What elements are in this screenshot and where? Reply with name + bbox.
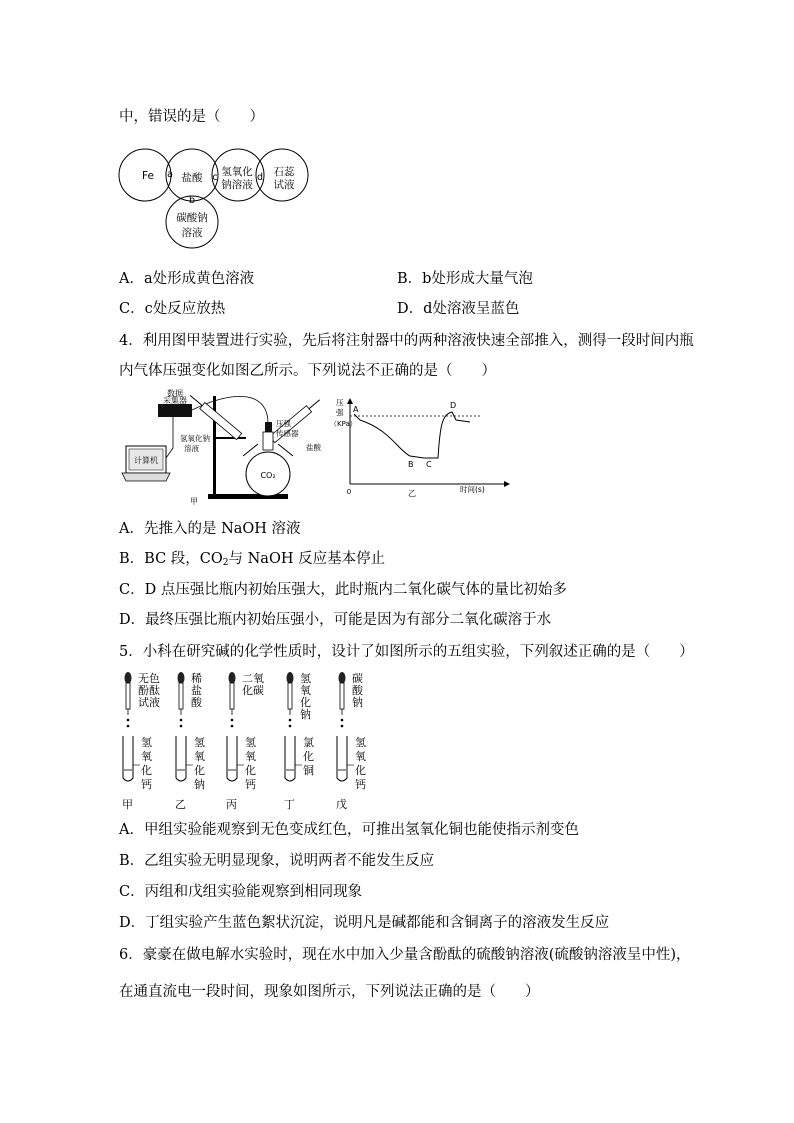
naoh-label-1: 氢氧化钠: [180, 434, 210, 443]
q3-option-b: B．b处形成大量气泡: [397, 271, 533, 287]
dropper-label: 氧: [300, 684, 311, 697]
group-label: 丙: [226, 798, 237, 811]
point-C: C: [426, 460, 432, 469]
q5-option-b: B．乙组实验无明显现象，说明两者不能发生反应: [119, 853, 435, 869]
dropper-bulb: [287, 672, 294, 684]
dropper-label: 氢: [300, 672, 311, 685]
tube-label: 氯: [303, 736, 314, 749]
dropper-label: 钠: [352, 696, 363, 709]
fe-label: Fe: [142, 170, 154, 182]
litmus-label-1: 石蕊: [273, 166, 295, 178]
point-c: c: [212, 172, 218, 183]
tube-label: 钙: [355, 778, 366, 791]
q4-apparatus-figure: [118, 388, 328, 508]
tube-label: 化: [141, 764, 152, 777]
naoh-label-2: 溶液: [184, 444, 199, 453]
dropper-label: 化: [300, 696, 311, 709]
tube-label: 化: [355, 764, 366, 777]
dropper-label: 酸: [352, 684, 363, 697]
q5-stem: 5．小科在研究碱的化学性质时，设计了如图所示的五组实验，下列叙述正确的是（ ）: [119, 644, 694, 660]
dropper-bulb: [178, 672, 185, 684]
computer-label: 计算机: [134, 456, 158, 465]
collector-label-2: 采集器: [163, 396, 187, 405]
tube-label: 氧: [141, 750, 152, 763]
sensor-label-2: 传感器: [276, 429, 299, 438]
origin-label: 0: [346, 488, 352, 496]
dropper-label: 试液: [138, 696, 160, 709]
q4-option-b: B．BC 段，$CO_2$与 NaOH 反应基本停止: [119, 551, 386, 568]
group-label: 甲: [122, 798, 133, 811]
point-a: a: [167, 169, 173, 180]
tube-label: 钠: [194, 778, 205, 791]
q3-option-a: A．a处形成黄色溶液: [119, 271, 255, 287]
dropper-label: 无色: [138, 672, 160, 685]
tube-group-1: [122, 672, 160, 811]
q3-circle-diagram: [118, 146, 318, 252]
tube-label: 钙: [141, 778, 152, 791]
q4-pressure-graph: [330, 396, 510, 500]
x-label: 时间(s): [460, 485, 485, 494]
tube-label: 化: [194, 764, 205, 777]
point-d: d: [256, 172, 264, 183]
dropper-tube: [288, 683, 292, 709]
tube-label: 氧: [245, 750, 256, 763]
q5-option-c: C．丙组和戊组实验能观察到相同现象: [119, 884, 363, 900]
tube-group-2: [175, 671, 205, 811]
co2-label: CO₂: [260, 471, 276, 480]
dropper-label: 碳: [352, 672, 363, 685]
q3-stem: 中，错误的是（ ）: [119, 109, 264, 125]
dropper-tube: [126, 683, 130, 709]
na2co3-label-1: 碳酸钠: [176, 212, 208, 224]
q5-option-a: A．甲组实验能观察到无色变成红色，可推出氢氧化铜也能使指示剂变色: [119, 822, 579, 838]
na2co3-label-2: 溶液: [181, 227, 203, 239]
test-tube: [123, 736, 133, 781]
dropper-label: 化碳: [242, 684, 264, 697]
group-label: 戊: [336, 798, 347, 811]
test-tube: [285, 736, 295, 781]
y-label-1: 压: [336, 398, 344, 407]
tube-label: 铜: [303, 764, 314, 777]
q4-stem-line-2: 内气体压强变化如图乙所示。下列说法不正确的是（ ）: [119, 363, 496, 379]
test-tube: [176, 736, 186, 781]
naoh-label-2: 钠溶液: [221, 179, 253, 191]
dropper-bulb: [229, 672, 236, 684]
tube-group-5: [336, 671, 366, 811]
dropper-label: 稀: [191, 672, 202, 685]
y-label-2: 强: [336, 408, 344, 417]
q3-option-d: D．d处溶液呈蓝色: [397, 301, 520, 317]
test-tube: [337, 736, 347, 781]
y-label-3: （KPa）: [330, 420, 357, 428]
point-A: A: [353, 405, 359, 414]
test-tube: [227, 736, 237, 781]
acid-label: 盐酸: [181, 172, 203, 184]
tube-label: 化: [245, 764, 256, 777]
dropper-label: 钠: [300, 708, 311, 721]
dropper-bulb: [125, 672, 132, 684]
pressure-curve: [354, 412, 470, 458]
tube-label: 氢: [194, 736, 205, 749]
q4-option-c: C．D 点压强比瓶内初始压强大，此时瓶内二氧化碳气体的量比初始多: [119, 582, 567, 598]
figure-jia-label: 甲: [190, 497, 198, 506]
q5-option-d: D．丁组实验产生蓝色絮状沉淀，说明凡是碱都能和含铜离子的溶液发生反应: [119, 915, 610, 931]
dropper-label: 酸: [191, 696, 202, 709]
tube-label: 氧: [194, 750, 205, 763]
dropper-tube: [340, 683, 344, 709]
litmus-label-2: 试液: [273, 179, 295, 191]
tube-label: 氧: [355, 750, 366, 763]
sensor-label-1: 压强: [276, 419, 291, 428]
tube-group-4: [284, 671, 314, 811]
dropper-bulb: [339, 672, 346, 684]
q6-stem-line-2: 在通直流电一段时间，现象如图所示，下列说法正确的是（ ）: [119, 984, 540, 1000]
point-B: B: [408, 460, 414, 469]
dropper-tube: [230, 683, 234, 709]
group-label: 丁: [284, 798, 295, 811]
point-b: b: [188, 195, 196, 206]
dropper-label: 二氧: [242, 672, 264, 685]
tube-label: 氢: [245, 736, 256, 749]
tube-label: 钙: [245, 778, 256, 791]
q3-option-c: C．c处反应放热: [119, 301, 226, 317]
pressure-sensor: [265, 422, 272, 432]
q4-stem-line-1: 4．利用图甲装置进行实验，先后将注射器中的两种溶液快速全部推入，测得一段时间内瓶: [119, 333, 694, 349]
naoh-label-1: 氢氧化: [221, 166, 253, 178]
group-label: 乙: [175, 798, 186, 811]
figure-yi-label: 乙: [408, 489, 416, 498]
tube-group-3: [226, 671, 264, 811]
tube-label: 氢: [355, 736, 366, 749]
q6-stem-line-1: 6．豪豪在做电解水实验时，现在水中加入少量含酚酞的硫酸钠溶液(硫酸钠溶液呈中性)，: [119, 947, 691, 963]
tube-label: 化: [303, 750, 314, 763]
tube-label: 氢: [141, 736, 152, 749]
dropper-label: 盐: [191, 684, 202, 697]
q4-option-d: D．最终压强比瓶内初始压强小，可能是因为有部分二氧化碳溶于水: [119, 612, 552, 628]
point-D: D: [450, 401, 457, 410]
q5-test-tubes-figure: [118, 670, 388, 812]
dropper-label: 酚酞: [138, 684, 160, 697]
data-collector-box: [158, 404, 192, 417]
collector-label-1: 数据: [167, 389, 183, 398]
hcl-label: 盐酸: [306, 443, 321, 452]
dropper-tube: [179, 683, 183, 709]
q4-option-a: A．先推入的是 NaOH 溶液: [119, 521, 301, 537]
